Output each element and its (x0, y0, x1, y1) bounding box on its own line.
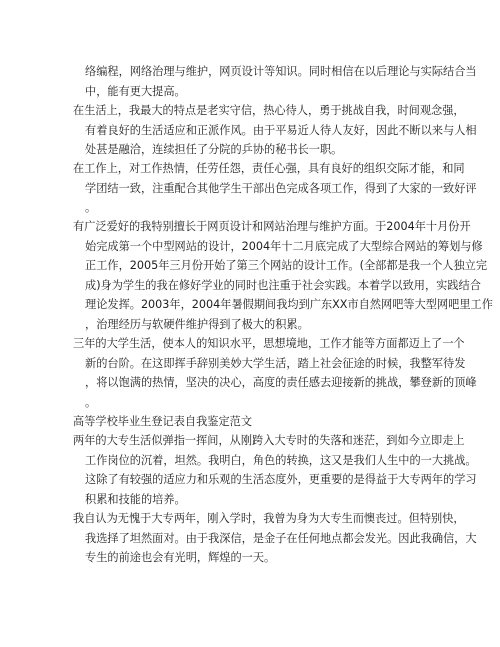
text-line: 在工作上，对工作热情，任劳任怨，责任心强，具有良好的组织交际才能，和同 (73, 162, 465, 175)
text-line: 始完成第一个中型网站的设计，2004年十二月底完成了大型综合网站的筹划与修 (85, 239, 483, 253)
text-line: 在生活上，我最大的特点是老实守信，热心待人，勇于挑战自我，时间观念强， (73, 104, 465, 117)
text-line: 成)身为学生的我在修好学业的同时也注重于社会实践。本着学以致用，实践结合 (85, 278, 481, 292)
text-line: 我自认为无愧于大专两年，刚入学时，我曾为身为大专生而懊丧过。但特别快， (73, 512, 465, 525)
text-line: 正工作，2005年三月份开始了第三个网站的设计工作。(全部都是我一个人独立完 (85, 259, 488, 272)
paragraph-web-design (73, 217, 493, 334)
paragraph-study (73, 62, 477, 101)
paragraph-life (73, 101, 477, 160)
text-line: ，治理经历与软硬件维护得到了极大的积累。 (85, 317, 309, 331)
text-line: ，将以饱满的热情，坚决的决心，高度的责任感去迎接新的挑战，攀登新的顶峰 (85, 376, 477, 389)
text-line: 有着良好的生活适应和正派作风。由于平易近人待人友好，因此不断以来与人相 (85, 123, 477, 137)
text-line: 三年的大学生活，使本人的知识水平，思想境地，工作才能等方面都迈上了一个 (73, 337, 465, 350)
text-line: 学团结一致，注重配合其他学生干部出色完成各项工作，得到了大家的一致好评 (85, 181, 477, 195)
text-line: 。 (85, 395, 97, 409)
text-line: 工作岗位的沉着，坦然。我明白，角色的转换，这又是我们人生中的一大挑战。 (85, 453, 477, 467)
section-title: 高等学校毕业生登记表自我鉴定范文 (73, 415, 253, 428)
paragraph-work (73, 159, 477, 218)
text-line: 这除了有较强的适应力和乐观的生活态度外，更重要的是得益于大专两年的学习 (85, 473, 477, 486)
paragraph-two-years (73, 431, 477, 509)
text-line: 理论发挥。2003年，2004年暑假期间我均到广东XX市自然网吧等大型网吧里工作 (85, 298, 493, 311)
text-line: 处甚是融洽，连续担任了分院的乒协的秘书长一职。 (85, 143, 343, 156)
text-line: 络编程，网络治理与维护，网页设计等知识。同时相信在以后理论与实际结合当 (85, 65, 477, 78)
text-line: 。 (85, 201, 97, 214)
paragraph-self-assessment (73, 509, 477, 568)
text-line: 新的台阶。在这即挥手辞别美妙大学生活，踏上社会征途的时候，我整军待发 (85, 356, 466, 370)
text-line: 中，能有更大提高。 (85, 84, 186, 98)
paragraph-college-summary (73, 334, 477, 412)
text-line: 有广泛爱好的我特别擅长于网页设计和网站治理与维护方面。于2004年十月份开 (73, 220, 471, 233)
text-line: 积累和技能的培养。 (85, 492, 186, 506)
text-line: 两年的大专生活似弹指一挥间，从刚跨入大专时的失落和迷茫，到如今立即走上 (73, 434, 465, 447)
text-line: 我选择了坦然面对。由于我深信，是金子在任何地点都会发光。因此我确信，大 (85, 531, 477, 545)
section-heading (73, 412, 438, 432)
text-line: 专生的前途也会有光明，辉煌的一天。 (85, 551, 276, 564)
